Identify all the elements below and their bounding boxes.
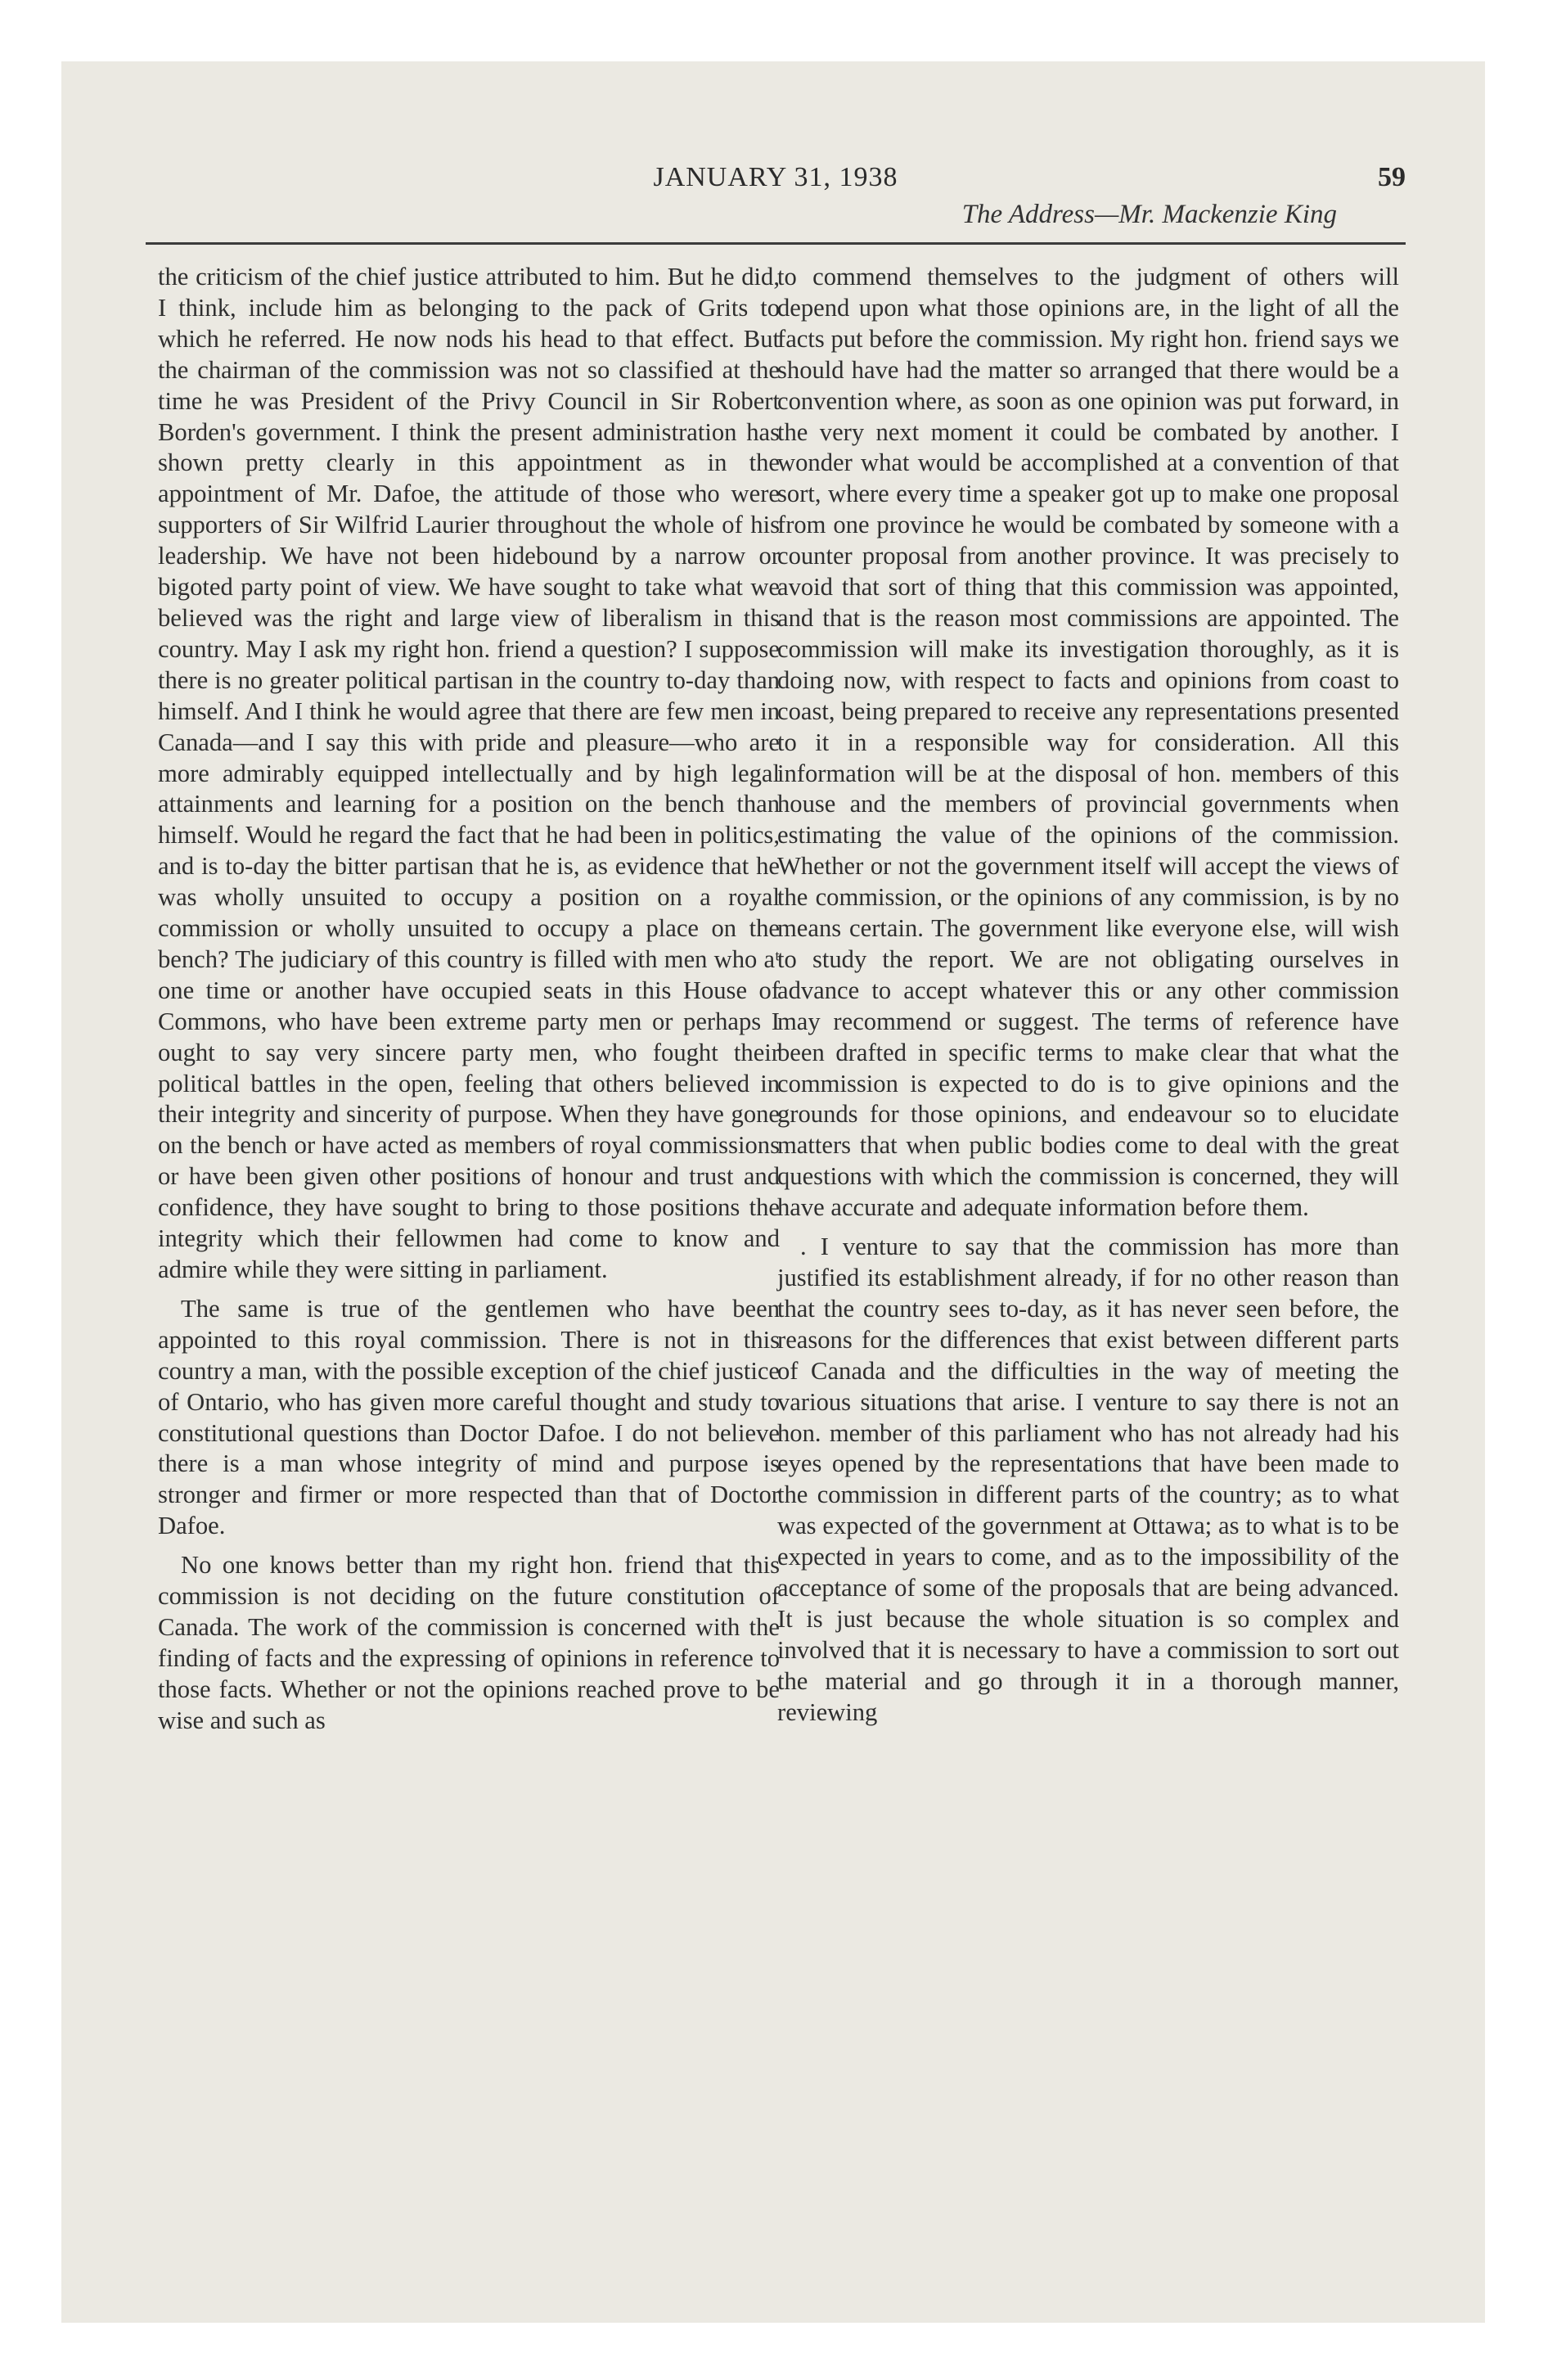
paragraph: No one knows better than my right hon. friend that this commission is not deciding on the future constitution of Canada. The work of the commission is concerned with the finding of facts and the expressing of opinions in reference to those facts. Whether or not the opinions reached prove to be wise and such as xyxy=(158,1551,780,1734)
paragraph: The same is true of the gentlemen who have been appointed to this royal commission. There is not in this country a man, with the possible exception of the chief justice of Ontario, who has given more careful thought and study to constitutional questions than Doctor Dafoe. I do not believe there is a man whose integrity of mind and purpose is stronger and firmer or more respected than that of Doctor Dafoe. xyxy=(158,1294,780,1540)
running-head-date: JANUARY 31, 1938 xyxy=(653,162,898,192)
paragraph: to commend themselves to the judgment of others will depend upon what those opinions are, in the light of all the facts put before the commission. My right hon. friend says we should have had the matter so arranged that there would be a convention where, as soon as one opinion was put forward, in the very next moment it could be combated by another. I wonder what would be accomplished at a convention of that sort, where every time a speaker got up to make one proposal from one province he would be combated by someone with a counter proposal from another province. It was precisely to avoid that sort of thing that this commission was appointed, and that is the reason most commissions are appointed. The commission will make its investigation thoroughly, as it is doing now, with respect to facts and opinions from coast to coast, being prepared to receive any representations presented to it in a responsible way for consideration. All this information will be at the disposal of hon. members of this house and the members of provincial governments when estimating the value of the opinions of the commission. Whether or not the government itself will accept the views of the commission, or the opinions of any commission, is by no means certain. The government like everyone else, will wish to study the report. We are not obligating ourselves in advance to accept whatever this or any other commission may recommend or suggest. The terms of reference have been drafted in specific terms to make clear that what the commission is expected to do is to give opinions and the grounds for those opinions, and endeavour so to elucidate matters that when public bodies come to deal with the great questions with which the commission is concerned, they will have accurate and adequate information before them. xyxy=(777,263,1399,1222)
right-column xyxy=(777,262,1399,1729)
running-head-subtitle: The Address—Mr. Mackenzie King xyxy=(961,200,1337,229)
paragraph: the criticism of the chief justice attributed to him. But he did, I think, include him as belonging to the pack of Grits to which he referred. He now nods his head to that effect. But the chairman of the commission was not so classified at the time he was President of the Privy Council in Sir Robert Borden's government. I think the present administration has shown pretty clearly in this appointment as in the appointment of Mr. Dafoe, the attitude of those who were supporters of Sir Wilfrid Laurier throughout the whole of his leadership. We have not been hidebound by a narrow or bigoted party point of view. We have sought to take what we believed was the right and large view of liberalism in this country. May I ask my right hon. friend a question? I suppose there is no greater political partisan in the country to-day than himself. And I think he would agree that there are few men in Canada—and I say this with pride and pleasure—who are more admirably equipped intellectually and by high legal attainments and learning for a position on the bench than himself. Would he regard the fact that he had been in politics, and is to-day the bitter partisan that he is, as evidence that he was wholly unsuited to occupy a position on a royal commission or wholly unsuited to occupy a place on the bench? The judiciary of this country is filled with men who aᵗ one time or another have occupied seats in this House of Commons, who have been extreme party men or perhaps I ought to say very sincere party men, who fought their political battles in the open, feeling that others believed in their integrity and sincerity of purpose. When they have gone on the bench or have acted as members of royal commissions or have been given other positions of honour and trust and confidence, they have sought to bring to those positions the integrity which their fellowmen had come to know and admire while they were sitting in parliament. xyxy=(158,263,780,1283)
left-column xyxy=(158,262,780,1737)
header-rule xyxy=(146,242,1406,245)
page-header xyxy=(146,160,1406,250)
paragraph: . I venture to say that the commission has more than justified its establishment already, if for no other reason than that the country sees to-day, as it has never seen before, the reasons for the differences that exist between different parts of Canada and the difficulties in the way of meeting the various situations that arise. I venture to say there is not an hon. member of this parliament who has not already had his eyes opened by the representations that have been made to the commission in different parts of the country; as to what was expected of the government at Ottawa; as to what is to be expected in years to come, and as to the impossibility of the acceptance of some of the proposals that are being advanced. It is just because the whole situation is so complex and involved that it is necessary to have a commission to sort out the material and go through it in a thorough manner, reviewing xyxy=(777,1233,1399,1726)
page-number: 59 xyxy=(1378,162,1406,192)
